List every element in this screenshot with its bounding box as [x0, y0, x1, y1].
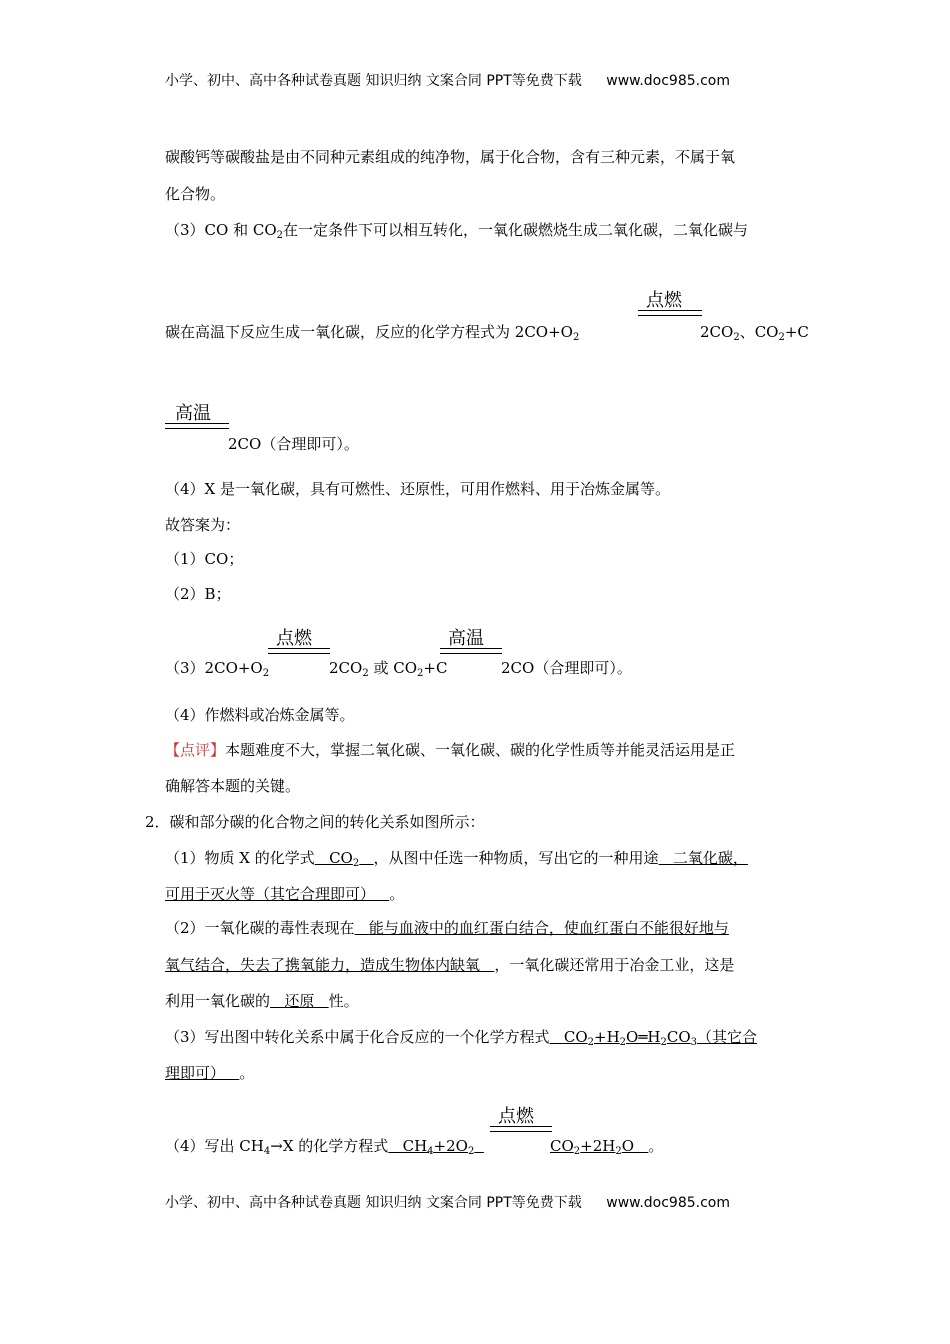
- answer-intro: 故答案为：: [165, 516, 241, 534]
- subscript: 3: [690, 1037, 697, 1048]
- q2-stem: 2．碳和部分碳的化合物之间的转化关系如图所示：: [145, 813, 485, 831]
- equation-reactant: +C: [423, 659, 448, 677]
- answer-blank: [550, 1028, 757, 1046]
- q1-part3-prefix: （3）CO 和 CO: [165, 221, 277, 239]
- reaction-arrow: [268, 648, 330, 654]
- equation-left: 碳在高温下反应生成一氧化碳，反应的化学方程式为 2CO+O: [165, 323, 573, 341]
- equation-or: 或 CO: [373, 659, 418, 677]
- equation-product: 2CO: [700, 323, 734, 341]
- subscript: 2: [619, 1037, 627, 1048]
- answer-3-end: 2CO（合理即可）。: [501, 659, 632, 677]
- answer-3-mid: [329, 657, 447, 678]
- subscript: 2: [615, 1146, 622, 1157]
- answer-value: 还原: [284, 992, 315, 1010]
- answer-value: CO: [666, 1028, 691, 1046]
- condition-high-temp: 高温: [175, 403, 211, 424]
- subscript: 2: [362, 668, 369, 679]
- q2-part4-text: （4）写出 CH: [165, 1137, 264, 1155]
- q2-part4-text2: →X 的化学方程式: [270, 1137, 389, 1155]
- answer-value: CO: [329, 849, 353, 867]
- subscript: 2: [467, 1146, 475, 1157]
- answer-blank: [659, 849, 748, 867]
- page-header: [165, 70, 730, 90]
- equation-sep: 、CO: [739, 323, 779, 341]
- q2-part4-right: [550, 1135, 663, 1156]
- answer-blank: [355, 919, 729, 937]
- header-text: 小学、初中、高中各种试卷真题 知识归纳 文案合同 PPT等免费下载: [165, 73, 582, 89]
- answer-blank: [270, 992, 329, 1010]
- q1-line1: 碳酸钙等碳酸盐是由不同种元素组成的纯净物，属于化合物，含有三种元素，不属于氧: [165, 148, 736, 166]
- q2-part2-text2: ，一氧化碳还常用于冶金工业，这是: [494, 956, 735, 974]
- q2-part1: [165, 847, 748, 868]
- q2-part4: [165, 1135, 484, 1156]
- subscript: 2: [587, 1037, 595, 1048]
- equation-left: （3）2CO+O: [165, 659, 263, 677]
- answer-blank: [165, 885, 389, 903]
- answer-blank: [388, 1137, 484, 1155]
- answer-value: 氧气结合，失去了携氧能力，造成生物体内缺氧: [165, 956, 481, 974]
- subscript: 2: [262, 668, 270, 679]
- q1-part3-rest: 在一定条件下可以相互转化，一氧化碳燃烧生成二氧化碳，二氧化碳与: [283, 221, 749, 239]
- q2-part2-end: 性。: [328, 992, 359, 1010]
- answer-blank: [315, 849, 374, 867]
- q1-part3: [165, 219, 748, 240]
- subscript: 4: [427, 1146, 434, 1157]
- answer-blank: [550, 1137, 648, 1155]
- period: 。: [239, 1064, 255, 1082]
- answer-value: 能与血液中的血红蛋白结合，使血红蛋白不能很好地与: [368, 919, 729, 937]
- comment-text: 本题难度不大，掌握二氧化碳、一氧化碳、碳的化学性质等并能灵活运用是正: [225, 741, 736, 759]
- subscript: 2: [573, 1146, 581, 1157]
- condition-ignite: 点燃: [646, 290, 682, 311]
- reaction-arrow: [165, 423, 229, 429]
- q2-part3: [165, 1026, 757, 1047]
- subscript: 2: [572, 332, 580, 343]
- answer-value: +H: [594, 1028, 620, 1046]
- q1-line2: 化合物。: [165, 185, 226, 203]
- equation-reactant: +C: [784, 323, 809, 341]
- answer-value: O: [621, 1137, 635, 1155]
- subscript: 4: [263, 1146, 271, 1157]
- answer-value: 二氧化碳，: [672, 849, 748, 867]
- subscript: 2: [352, 858, 360, 869]
- subscript: 2: [733, 332, 740, 343]
- subscript: 2: [276, 230, 284, 241]
- header-url[interactable]: www.doc985.com: [606, 73, 730, 89]
- q1-part3-line2: [165, 321, 579, 342]
- subscript: 2: [417, 668, 424, 679]
- reaction-arrow: [440, 648, 502, 654]
- answer-4: （4）作燃料或冶炼金属等。: [165, 706, 355, 724]
- period: 。: [389, 885, 405, 903]
- condition-ignite: 点燃: [276, 628, 312, 649]
- subscript: 2: [660, 1037, 667, 1048]
- q2-part3-text: （3）写出图中转化关系中属于化合反应的一个化学方程式: [165, 1028, 550, 1046]
- answer-value: 可用于灭火等（其它合理即可）: [165, 885, 376, 903]
- comment: [165, 739, 735, 760]
- reaction-arrow: [638, 310, 702, 316]
- answer-1: （1）CO；: [165, 550, 244, 568]
- q2-part1-text2: ，从图中任选一种物质，写出它的一种用途: [373, 849, 659, 867]
- answer-value: +2O: [433, 1137, 468, 1155]
- answer-value: O═H: [626, 1028, 661, 1046]
- comment-line2: 确解答本题的关键。: [165, 777, 301, 795]
- page-footer: [165, 1192, 730, 1212]
- q2-part2-text: （2）一氧化碳的毒性表现在: [165, 919, 355, 937]
- answer-blank: [165, 1064, 239, 1082]
- q1-equation-end: 2CO（合理即可）。: [228, 435, 359, 453]
- period: 。: [648, 1137, 664, 1155]
- answer-blank: [165, 956, 494, 974]
- q2-part1-text: （1）物质 X 的化学式: [165, 849, 315, 867]
- footer-text: 小学、初中、高中各种试卷真题 知识归纳 文案合同 PPT等免费下载: [165, 1195, 582, 1211]
- q2-part2: [165, 917, 729, 938]
- q2-part3-line2: [165, 1062, 254, 1083]
- subscript: 2: [778, 332, 785, 343]
- answer-2: （2）B；: [165, 585, 231, 603]
- answer-value: +2H: [580, 1137, 616, 1155]
- equation-product: 2CO: [329, 659, 363, 677]
- footer-url[interactable]: www.doc985.com: [606, 1195, 730, 1211]
- q2-part2-text3: 利用一氧化碳的: [165, 992, 271, 1010]
- reaction-arrow: [490, 1126, 552, 1132]
- answer-value: CH: [402, 1137, 428, 1155]
- q2-part2-line3: [165, 990, 359, 1011]
- comment-tag: 【点评】: [165, 741, 226, 759]
- condition-ignite: 点燃: [498, 1106, 534, 1127]
- answer-value: CO: [550, 1137, 574, 1155]
- q2-part1-line2: [165, 883, 404, 904]
- answer-value: 理即可）: [165, 1064, 226, 1082]
- answer-3-left: [165, 657, 269, 678]
- answer-value: CO: [563, 1028, 588, 1046]
- q1-equation-mid: [700, 321, 809, 342]
- q1-part4: （4）X 是一氧化碳，具有可燃性、还原性，可用作燃料、用于冶炼金属等。: [165, 480, 670, 498]
- answer-value: （其它合: [697, 1028, 758, 1046]
- condition-high-temp: 高温: [448, 628, 484, 649]
- q2-part2-line2: [165, 954, 734, 975]
